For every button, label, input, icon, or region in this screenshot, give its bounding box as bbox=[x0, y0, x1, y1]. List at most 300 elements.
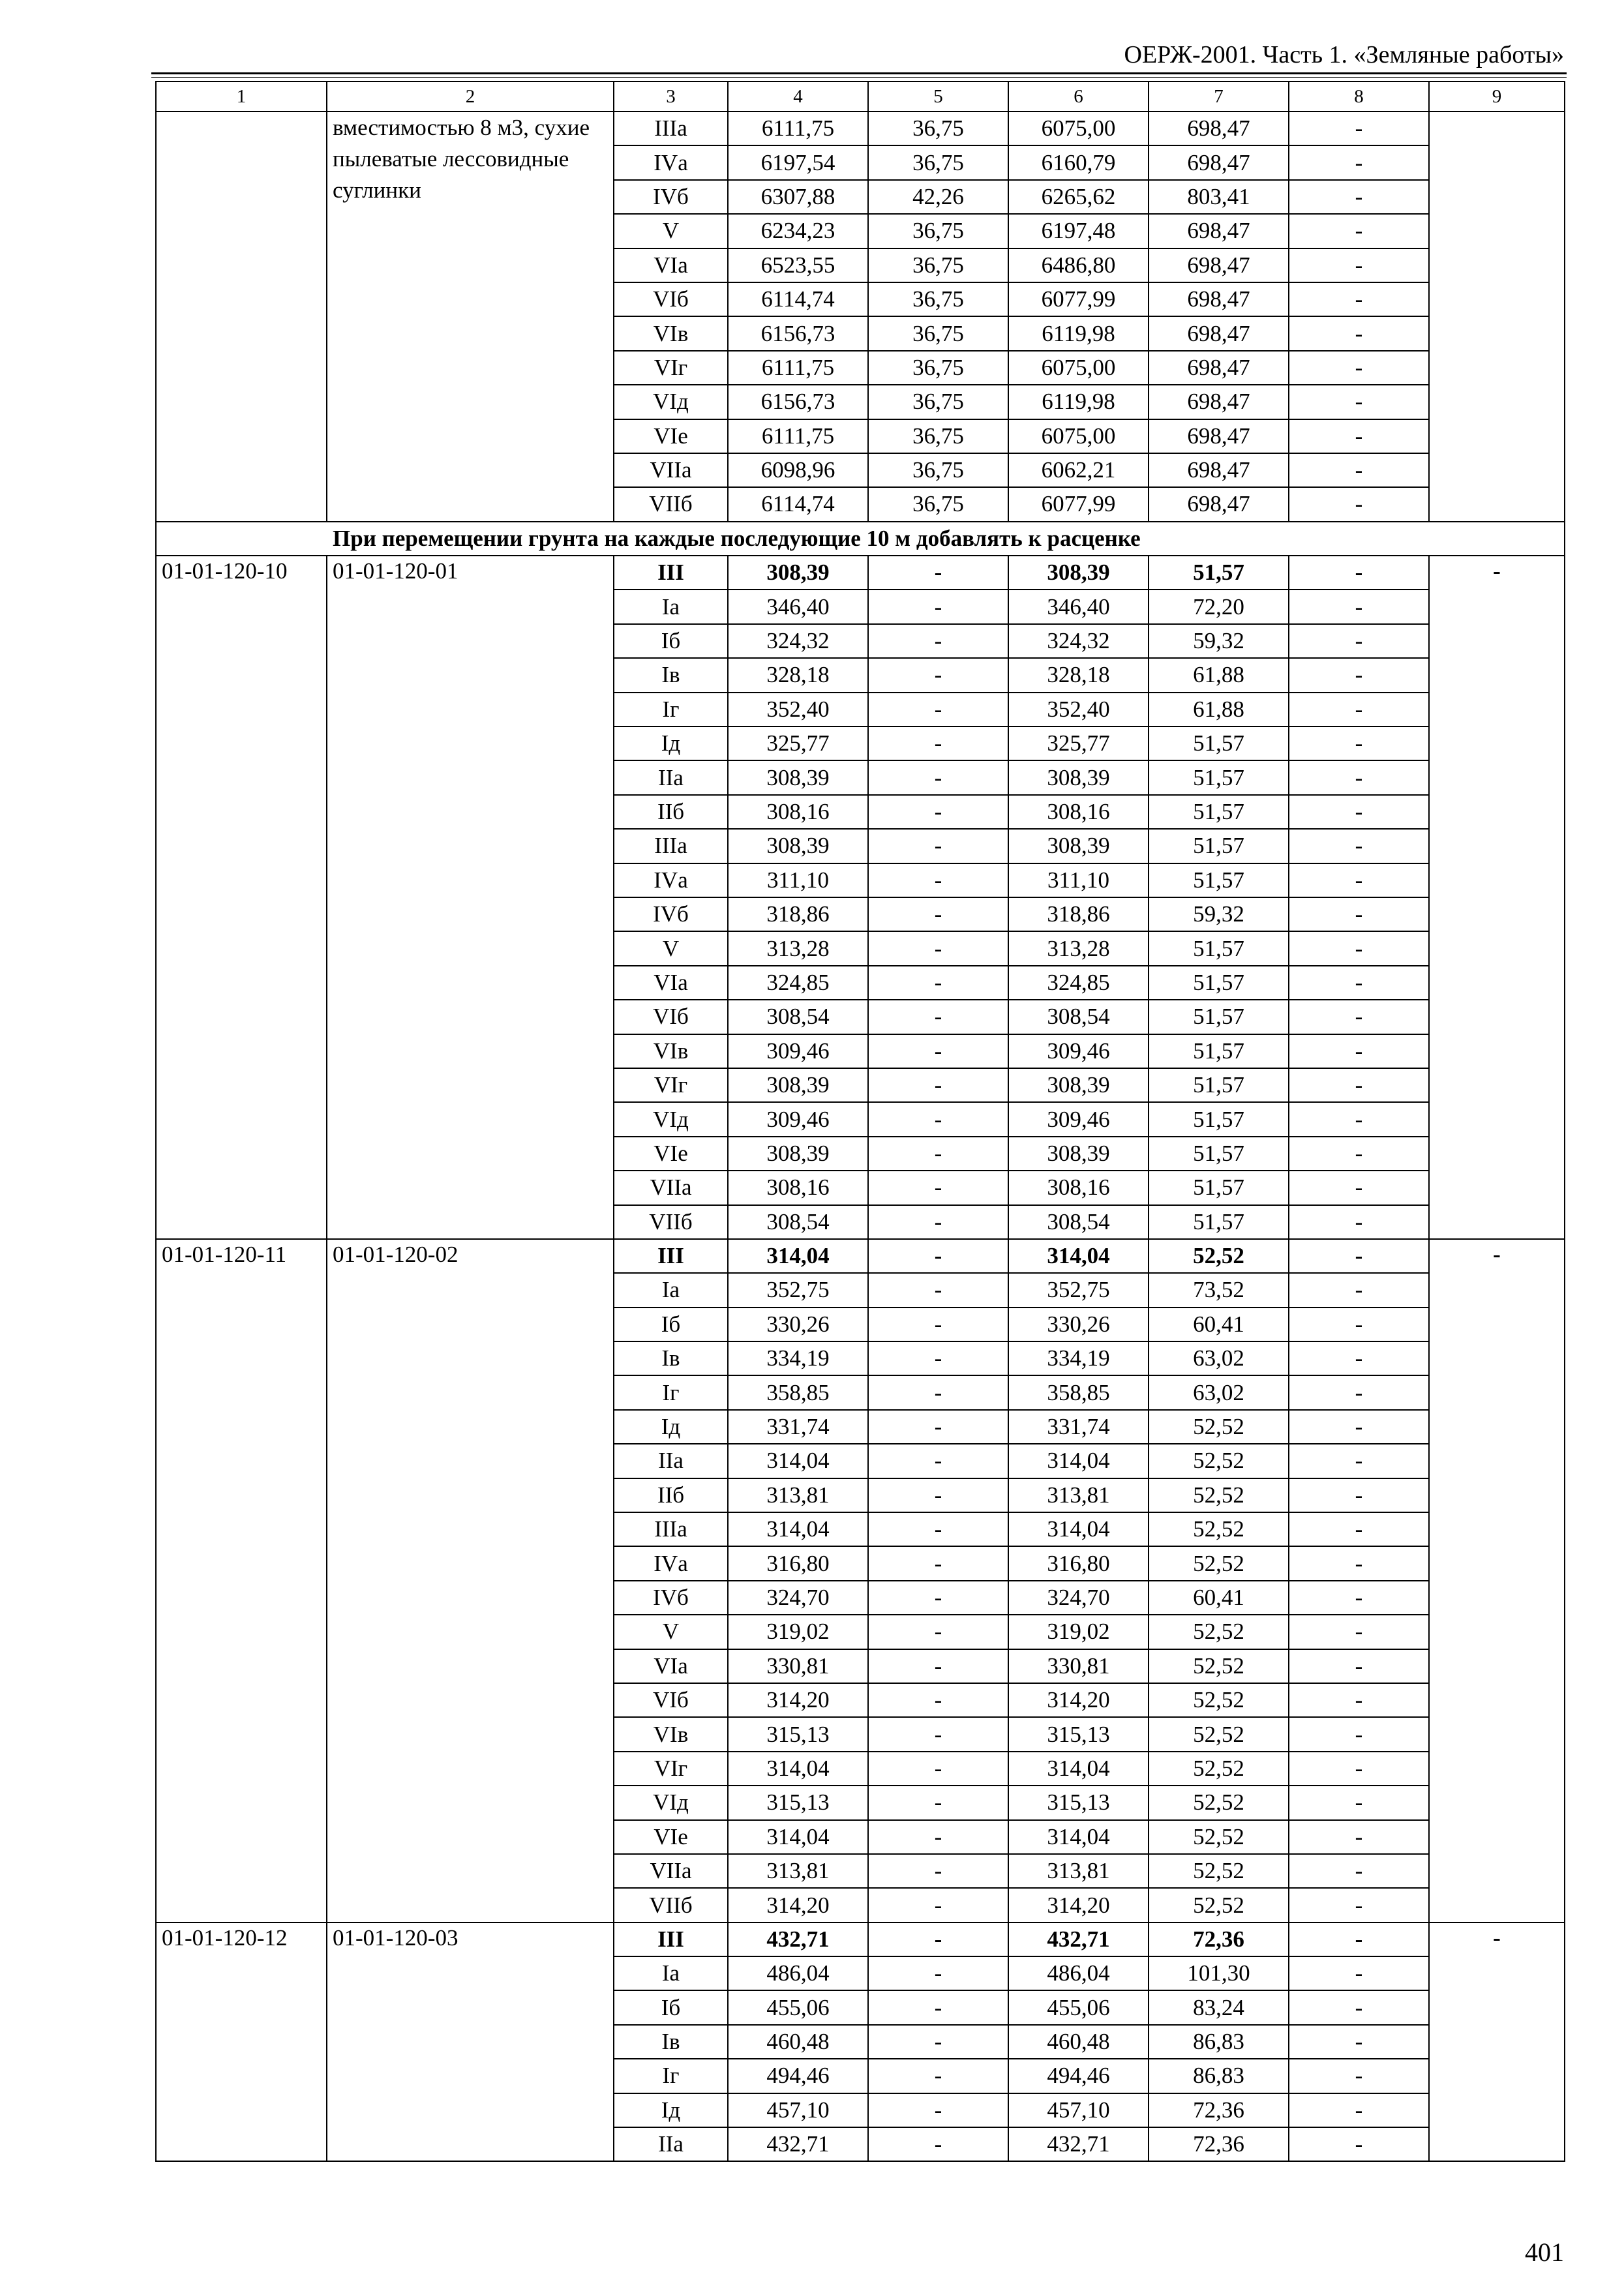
table-row bbox=[156, 112, 1565, 145]
soil-group-cell: Iб bbox=[614, 624, 728, 658]
code-cell bbox=[156, 112, 327, 522]
soil-group-cell: VIIа bbox=[614, 1854, 728, 1888]
total-cost-cell: 308,39 bbox=[728, 760, 868, 794]
wage-cell: 101,30 bbox=[1149, 1956, 1289, 1990]
total-cost-cell: 6111,75 bbox=[728, 112, 868, 145]
description-cell: вместимостью 8 м3, сухие пылеватые лессовидные суглинки bbox=[327, 112, 614, 522]
soil-group-cell: III bbox=[614, 1922, 728, 1956]
operating-cost-cell: 309,46 bbox=[1008, 1034, 1149, 1068]
machine-cost-cell: - bbox=[868, 726, 1008, 760]
total-cost-cell: 324,70 bbox=[728, 1581, 868, 1615]
wage-cell: 51,57 bbox=[1149, 1137, 1289, 1171]
materials-cell: - bbox=[1289, 1786, 1429, 1819]
wage-cell: 60,41 bbox=[1149, 1581, 1289, 1615]
total-cost-cell: 311,10 bbox=[728, 863, 868, 897]
wage-cell: 63,02 bbox=[1149, 1375, 1289, 1409]
operating-cost-cell: 319,02 bbox=[1008, 1615, 1149, 1649]
materials-cell: - bbox=[1289, 966, 1429, 1000]
materials-cell: - bbox=[1289, 1068, 1429, 1102]
machine-cost-cell: 36,75 bbox=[868, 453, 1008, 487]
base-rate-ref-cell: 01-01-120-03 bbox=[327, 1922, 614, 2162]
total-cost-cell: 6111,75 bbox=[728, 351, 868, 385]
machine-cost-cell: - bbox=[868, 624, 1008, 658]
machine-cost-cell: 36,75 bbox=[868, 385, 1008, 419]
operating-cost-cell: 324,32 bbox=[1008, 624, 1149, 658]
total-cost-cell: 318,86 bbox=[728, 897, 868, 931]
document-header-title: ОЕРЖ-2001. Часть 1. «Земляные работы» bbox=[1124, 41, 1564, 68]
total-cost-cell: 328,18 bbox=[728, 658, 868, 692]
wage-cell: 72,36 bbox=[1149, 1922, 1289, 1956]
total-cost-cell: 346,40 bbox=[728, 590, 868, 623]
total-cost-cell: 308,39 bbox=[728, 1068, 868, 1102]
operating-cost-cell: 6486,80 bbox=[1008, 248, 1149, 282]
total-cost-cell: 331,74 bbox=[728, 1410, 868, 1444]
price-table bbox=[155, 81, 1565, 2162]
operating-cost-cell: 308,54 bbox=[1008, 1000, 1149, 1034]
operating-cost-cell: 308,39 bbox=[1008, 760, 1149, 794]
price-table-body bbox=[156, 82, 1565, 2161]
total-cost-cell: 308,39 bbox=[728, 556, 868, 590]
base-rate-ref-cell: 01-01-120-01 bbox=[327, 556, 614, 1239]
machine-cost-cell: - bbox=[868, 1137, 1008, 1171]
operating-cost-cell: 494,46 bbox=[1008, 2059, 1149, 2093]
materials-cell: - bbox=[1289, 693, 1429, 726]
operating-cost-cell: 358,85 bbox=[1008, 1375, 1149, 1409]
operating-cost-cell: 308,39 bbox=[1008, 829, 1149, 863]
machine-cost-cell: - bbox=[868, 1410, 1008, 1444]
materials-cell: - bbox=[1289, 1239, 1429, 1273]
operating-cost-cell: 352,75 bbox=[1008, 1273, 1149, 1307]
soil-group-cell: VIб bbox=[614, 1000, 728, 1034]
machine-cost-cell: - bbox=[868, 2059, 1008, 2093]
operating-cost-cell: 313,81 bbox=[1008, 1478, 1149, 1512]
wage-cell: 698,47 bbox=[1149, 453, 1289, 487]
materials-cell: - bbox=[1289, 1410, 1429, 1444]
soil-group-cell: VIг bbox=[614, 1068, 728, 1102]
wage-cell: 52,52 bbox=[1149, 1239, 1289, 1273]
operating-cost-cell: 432,71 bbox=[1008, 1922, 1149, 1956]
soil-group-cell: VIб bbox=[614, 282, 728, 316]
column-number-row bbox=[156, 82, 1565, 112]
operating-cost-cell: 6077,99 bbox=[1008, 282, 1149, 316]
materials-cell: - bbox=[1289, 1478, 1429, 1512]
materials-cell: - bbox=[1289, 487, 1429, 521]
wage-cell: 698,47 bbox=[1149, 282, 1289, 316]
soil-group-cell: IIа bbox=[614, 2127, 728, 2161]
soil-group-cell: III bbox=[614, 556, 728, 590]
total-cost-cell: 308,54 bbox=[728, 1000, 868, 1034]
wage-cell: 52,52 bbox=[1149, 1512, 1289, 1546]
soil-group-cell: VIIб bbox=[614, 1205, 728, 1239]
operating-cost-cell: 315,13 bbox=[1008, 1786, 1149, 1819]
operating-cost-cell: 314,04 bbox=[1008, 1239, 1149, 1273]
operating-cost-cell: 314,04 bbox=[1008, 1512, 1149, 1546]
total-cost-cell: 494,46 bbox=[728, 2059, 868, 2093]
column-number: 2 bbox=[327, 82, 614, 112]
total-cost-cell: 313,81 bbox=[728, 1854, 868, 1888]
operating-cost-cell: 314,04 bbox=[1008, 1820, 1149, 1854]
wage-cell: 51,57 bbox=[1149, 1000, 1289, 1034]
materials-cell: - bbox=[1289, 760, 1429, 794]
total-cost-cell: 313,81 bbox=[728, 1478, 868, 1512]
machine-cost-cell: - bbox=[868, 1546, 1008, 1580]
machine-cost-cell: 36,75 bbox=[868, 248, 1008, 282]
operating-cost-cell: 308,16 bbox=[1008, 795, 1149, 829]
total-cost-cell: 330,26 bbox=[728, 1308, 868, 1341]
machine-cost-cell: 36,75 bbox=[868, 351, 1008, 385]
header-rule-thin bbox=[151, 77, 1567, 78]
machine-cost-cell: 36,75 bbox=[868, 145, 1008, 179]
machine-cost-cell: - bbox=[868, 1308, 1008, 1341]
extra-value: - bbox=[1493, 558, 1501, 584]
wage-cell: 698,47 bbox=[1149, 214, 1289, 248]
materials-cell: - bbox=[1289, 1000, 1429, 1034]
machine-cost-cell: - bbox=[868, 658, 1008, 692]
wage-cell: 698,47 bbox=[1149, 112, 1289, 145]
operating-cost-cell: 318,86 bbox=[1008, 897, 1149, 931]
soil-group-cell: VIв bbox=[614, 1717, 728, 1751]
wage-cell: 51,57 bbox=[1149, 1068, 1289, 1102]
total-cost-cell: 352,75 bbox=[728, 1273, 868, 1307]
wage-cell: 51,57 bbox=[1149, 1102, 1289, 1136]
total-cost-cell: 314,04 bbox=[728, 1512, 868, 1546]
soil-group-cell: VIе bbox=[614, 419, 728, 453]
operating-cost-cell: 313,81 bbox=[1008, 1854, 1149, 1888]
column-number: 3 bbox=[614, 82, 728, 112]
wage-cell: 52,52 bbox=[1149, 1752, 1289, 1786]
wage-cell: 698,47 bbox=[1149, 385, 1289, 419]
machine-cost-cell: - bbox=[868, 863, 1008, 897]
soil-group-cell: Iб bbox=[614, 1308, 728, 1341]
materials-cell: - bbox=[1289, 624, 1429, 658]
total-cost-cell: 315,13 bbox=[728, 1786, 868, 1819]
column-number: 8 bbox=[1289, 82, 1429, 112]
machine-cost-cell: - bbox=[868, 1102, 1008, 1136]
machine-cost-cell: - bbox=[868, 897, 1008, 931]
wage-cell: 51,57 bbox=[1149, 829, 1289, 863]
total-cost-cell: 358,85 bbox=[728, 1375, 868, 1409]
wage-cell: 51,57 bbox=[1149, 863, 1289, 897]
soil-group-cell: Iд bbox=[614, 1410, 728, 1444]
soil-group-cell: VIг bbox=[614, 351, 728, 385]
total-cost-cell: 455,06 bbox=[728, 1990, 868, 2024]
machine-cost-cell: - bbox=[868, 1000, 1008, 1034]
machine-cost-cell: - bbox=[868, 795, 1008, 829]
soil-group-cell: VIIа bbox=[614, 1171, 728, 1204]
column-number: 7 bbox=[1149, 82, 1289, 112]
machine-cost-cell: - bbox=[868, 1239, 1008, 1273]
total-cost-cell: 308,54 bbox=[728, 1205, 868, 1239]
wage-cell: 61,88 bbox=[1149, 693, 1289, 726]
total-cost-cell: 314,04 bbox=[728, 1444, 868, 1478]
soil-group-cell: IVа bbox=[614, 863, 728, 897]
wage-cell: 63,02 bbox=[1149, 1341, 1289, 1375]
materials-cell: - bbox=[1289, 180, 1429, 214]
machine-cost-cell: - bbox=[868, 2025, 1008, 2059]
total-cost-cell: 314,04 bbox=[728, 1239, 868, 1273]
operating-cost-cell: 6075,00 bbox=[1008, 351, 1149, 385]
materials-cell: - bbox=[1289, 2059, 1429, 2093]
machine-cost-cell: - bbox=[868, 1034, 1008, 1068]
extra-cell bbox=[1429, 1239, 1565, 1922]
materials-cell: - bbox=[1289, 658, 1429, 692]
total-cost-cell: 319,02 bbox=[728, 1615, 868, 1649]
total-cost-cell: 308,16 bbox=[728, 1171, 868, 1204]
machine-cost-cell: - bbox=[868, 966, 1008, 1000]
soil-group-cell: V bbox=[614, 1615, 728, 1649]
wage-cell: 52,52 bbox=[1149, 1410, 1289, 1444]
wage-cell: 60,41 bbox=[1149, 1308, 1289, 1341]
machine-cost-cell: 36,75 bbox=[868, 282, 1008, 316]
soil-group-cell: Iв bbox=[614, 2025, 728, 2059]
table-row bbox=[156, 1922, 1565, 1956]
soil-group-cell: VIб bbox=[614, 1683, 728, 1717]
column-number: 4 bbox=[728, 82, 868, 112]
total-cost-cell: 325,77 bbox=[728, 726, 868, 760]
machine-cost-cell: - bbox=[868, 1820, 1008, 1854]
rate-code-cell: 01-01-120-11 bbox=[156, 1239, 327, 1922]
materials-cell: - bbox=[1289, 316, 1429, 350]
machine-cost-cell: - bbox=[868, 556, 1008, 590]
operating-cost-cell: 315,13 bbox=[1008, 1717, 1149, 1751]
operating-cost-cell: 314,04 bbox=[1008, 1752, 1149, 1786]
total-cost-cell: 6307,88 bbox=[728, 180, 868, 214]
soil-group-cell: VIа bbox=[614, 1649, 728, 1683]
materials-cell: - bbox=[1289, 1581, 1429, 1615]
materials-cell: - bbox=[1289, 2127, 1429, 2161]
rate-code-cell: 01-01-120-12 bbox=[156, 1922, 327, 2162]
operating-cost-cell: 308,16 bbox=[1008, 1171, 1149, 1204]
soil-group-cell: IIIа bbox=[614, 112, 728, 145]
wage-cell: 86,83 bbox=[1149, 2059, 1289, 2093]
operating-cost-cell: 6075,00 bbox=[1008, 419, 1149, 453]
soil-group-cell: VIIа bbox=[614, 453, 728, 487]
soil-group-cell: Iб bbox=[614, 1990, 728, 2024]
materials-cell: - bbox=[1289, 1956, 1429, 1990]
materials-cell: - bbox=[1289, 1990, 1429, 2024]
machine-cost-cell: 36,75 bbox=[868, 214, 1008, 248]
operating-cost-cell: 455,06 bbox=[1008, 1990, 1149, 2024]
materials-cell: - bbox=[1289, 795, 1429, 829]
extra-cell bbox=[1429, 556, 1565, 1239]
operating-cost-cell: 457,10 bbox=[1008, 2093, 1149, 2127]
wage-cell: 52,52 bbox=[1149, 1683, 1289, 1717]
materials-cell: - bbox=[1289, 1034, 1429, 1068]
total-cost-cell: 314,04 bbox=[728, 1752, 868, 1786]
soil-group-cell: V bbox=[614, 931, 728, 965]
rate-code-cell: 01-01-120-10 bbox=[156, 556, 327, 1239]
machine-cost-cell: - bbox=[868, 2093, 1008, 2127]
operating-cost-cell: 6077,99 bbox=[1008, 487, 1149, 521]
operating-cost-cell: 346,40 bbox=[1008, 590, 1149, 623]
total-cost-cell: 308,16 bbox=[728, 795, 868, 829]
materials-cell: - bbox=[1289, 351, 1429, 385]
extra-value: - bbox=[1493, 1924, 1501, 1951]
operating-cost-cell: 314,20 bbox=[1008, 1888, 1149, 1922]
materials-cell: - bbox=[1289, 112, 1429, 145]
operating-cost-cell: 330,81 bbox=[1008, 1649, 1149, 1683]
total-cost-cell: 6114,74 bbox=[728, 282, 868, 316]
materials-cell: - bbox=[1289, 1137, 1429, 1171]
operating-cost-cell: 352,40 bbox=[1008, 693, 1149, 726]
machine-cost-cell: - bbox=[868, 1444, 1008, 1478]
materials-cell: - bbox=[1289, 1546, 1429, 1580]
soil-group-cell: Iг bbox=[614, 2059, 728, 2093]
wage-cell: 59,32 bbox=[1149, 897, 1289, 931]
materials-cell: - bbox=[1289, 1512, 1429, 1546]
machine-cost-cell: - bbox=[868, 1990, 1008, 2024]
total-cost-cell: 324,85 bbox=[728, 966, 868, 1000]
wage-cell: 51,57 bbox=[1149, 760, 1289, 794]
machine-cost-cell: 36,75 bbox=[868, 419, 1008, 453]
operating-cost-cell: 6197,48 bbox=[1008, 214, 1149, 248]
wage-cell: 51,57 bbox=[1149, 1171, 1289, 1204]
machine-cost-cell: 42,26 bbox=[868, 180, 1008, 214]
materials-cell: - bbox=[1289, 1171, 1429, 1204]
materials-cell: - bbox=[1289, 1308, 1429, 1341]
wage-cell: 51,57 bbox=[1149, 795, 1289, 829]
materials-cell: - bbox=[1289, 829, 1429, 863]
base-rate-ref-cell: 01-01-120-02 bbox=[327, 1239, 614, 1922]
materials-cell: - bbox=[1289, 1273, 1429, 1307]
total-cost-cell: 316,80 bbox=[728, 1546, 868, 1580]
total-cost-cell: 6114,74 bbox=[728, 487, 868, 521]
wage-cell: 698,47 bbox=[1149, 419, 1289, 453]
total-cost-cell: 6156,73 bbox=[728, 385, 868, 419]
materials-cell: - bbox=[1289, 248, 1429, 282]
materials-cell: - bbox=[1289, 1922, 1429, 1956]
wage-cell: 52,52 bbox=[1149, 1444, 1289, 1478]
materials-cell: - bbox=[1289, 2025, 1429, 2059]
operating-cost-cell: 314,04 bbox=[1008, 1444, 1149, 1478]
section-title: При перемещении грунта на каждые последующие 10 м добавлять к расценке bbox=[156, 522, 1565, 556]
operating-cost-cell: 328,18 bbox=[1008, 658, 1149, 692]
column-number: 9 bbox=[1429, 82, 1565, 112]
machine-cost-cell: - bbox=[868, 760, 1008, 794]
total-cost-cell: 308,39 bbox=[728, 1137, 868, 1171]
machine-cost-cell: - bbox=[868, 693, 1008, 726]
column-number: 6 bbox=[1008, 82, 1149, 112]
operating-cost-cell: 314,20 bbox=[1008, 1683, 1149, 1717]
wage-cell: 52,52 bbox=[1149, 1854, 1289, 1888]
total-cost-cell: 314,20 bbox=[728, 1888, 868, 1922]
materials-cell: - bbox=[1289, 214, 1429, 248]
total-cost-cell: 330,81 bbox=[728, 1649, 868, 1683]
operating-cost-cell: 313,28 bbox=[1008, 931, 1149, 965]
wage-cell: 698,47 bbox=[1149, 487, 1289, 521]
materials-cell: - bbox=[1289, 1444, 1429, 1478]
wage-cell: 51,57 bbox=[1149, 1034, 1289, 1068]
wage-cell: 52,52 bbox=[1149, 1717, 1289, 1751]
wage-cell: 52,52 bbox=[1149, 1615, 1289, 1649]
soil-group-cell: VIIб bbox=[614, 487, 728, 521]
soil-group-cell: VIе bbox=[614, 1820, 728, 1854]
soil-group-cell: IIб bbox=[614, 795, 728, 829]
wage-cell: 51,57 bbox=[1149, 556, 1289, 590]
soil-group-cell: VIа bbox=[614, 248, 728, 282]
soil-group-cell: IIа bbox=[614, 760, 728, 794]
operating-cost-cell: 331,74 bbox=[1008, 1410, 1149, 1444]
materials-cell: - bbox=[1289, 1820, 1429, 1854]
total-cost-cell: 309,46 bbox=[728, 1102, 868, 1136]
machine-cost-cell: - bbox=[868, 1512, 1008, 1546]
operating-cost-cell: 324,70 bbox=[1008, 1581, 1149, 1615]
wage-cell: 59,32 bbox=[1149, 624, 1289, 658]
materials-cell: - bbox=[1289, 453, 1429, 487]
soil-group-cell: IIIа bbox=[614, 829, 728, 863]
machine-cost-cell: - bbox=[868, 1854, 1008, 1888]
column-number: 1 bbox=[156, 82, 327, 112]
total-cost-cell: 486,04 bbox=[728, 1956, 868, 1990]
wage-cell: 86,83 bbox=[1149, 2025, 1289, 2059]
total-cost-cell: 457,10 bbox=[728, 2093, 868, 2127]
soil-group-cell: IVа bbox=[614, 1546, 728, 1580]
wage-cell: 72,20 bbox=[1149, 590, 1289, 623]
wage-cell: 51,57 bbox=[1149, 726, 1289, 760]
soil-group-cell: VIг bbox=[614, 1752, 728, 1786]
soil-group-cell: Iд bbox=[614, 726, 728, 760]
machine-cost-cell: - bbox=[868, 1786, 1008, 1819]
operating-cost-cell: 460,48 bbox=[1008, 2025, 1149, 2059]
materials-cell: - bbox=[1289, 1717, 1429, 1751]
wage-cell: 52,52 bbox=[1149, 1546, 1289, 1580]
soil-group-cell: Iг bbox=[614, 1375, 728, 1409]
materials-cell: - bbox=[1289, 1205, 1429, 1239]
extra-cell bbox=[1429, 1922, 1565, 2162]
wage-cell: 61,88 bbox=[1149, 658, 1289, 692]
extra-value: - bbox=[1493, 1241, 1501, 1267]
operating-cost-cell: 308,39 bbox=[1008, 556, 1149, 590]
wage-cell: 51,57 bbox=[1149, 931, 1289, 965]
materials-cell: - bbox=[1289, 1752, 1429, 1786]
machine-cost-cell: - bbox=[868, 1683, 1008, 1717]
materials-cell: - bbox=[1289, 282, 1429, 316]
total-cost-cell: 6156,73 bbox=[728, 316, 868, 350]
operating-cost-cell: 334,19 bbox=[1008, 1341, 1149, 1375]
operating-cost-cell: 325,77 bbox=[1008, 726, 1149, 760]
soil-group-cell: VIа bbox=[614, 966, 728, 1000]
wage-cell: 52,52 bbox=[1149, 1478, 1289, 1512]
soil-group-cell: VIIб bbox=[614, 1888, 728, 1922]
wage-cell: 698,47 bbox=[1149, 316, 1289, 350]
total-cost-cell: 432,71 bbox=[728, 1922, 868, 1956]
machine-cost-cell: - bbox=[868, 1375, 1008, 1409]
materials-cell: - bbox=[1289, 726, 1429, 760]
machine-cost-cell: - bbox=[868, 1752, 1008, 1786]
operating-cost-cell: 308,39 bbox=[1008, 1068, 1149, 1102]
materials-cell: - bbox=[1289, 1683, 1429, 1717]
total-cost-cell: 314,04 bbox=[728, 1820, 868, 1854]
soil-group-cell: Iг bbox=[614, 693, 728, 726]
total-cost-cell: 6197,54 bbox=[728, 145, 868, 179]
wage-cell: 72,36 bbox=[1149, 2127, 1289, 2161]
materials-cell: - bbox=[1289, 863, 1429, 897]
total-cost-cell: 432,71 bbox=[728, 2127, 868, 2161]
machine-cost-cell: - bbox=[868, 1068, 1008, 1102]
wage-cell: 83,24 bbox=[1149, 1990, 1289, 2024]
machine-cost-cell: - bbox=[868, 1273, 1008, 1307]
operating-cost-cell: 6265,62 bbox=[1008, 180, 1149, 214]
soil-group-cell: Iа bbox=[614, 1956, 728, 1990]
materials-cell: - bbox=[1289, 1615, 1429, 1649]
materials-cell: - bbox=[1289, 1341, 1429, 1375]
machine-cost-cell: 36,75 bbox=[868, 487, 1008, 521]
soil-group-cell: Iв bbox=[614, 1341, 728, 1375]
materials-cell: - bbox=[1289, 1102, 1429, 1136]
materials-cell: - bbox=[1289, 1888, 1429, 1922]
operating-cost-cell: 432,71 bbox=[1008, 2127, 1149, 2161]
total-cost-cell: 6111,75 bbox=[728, 419, 868, 453]
